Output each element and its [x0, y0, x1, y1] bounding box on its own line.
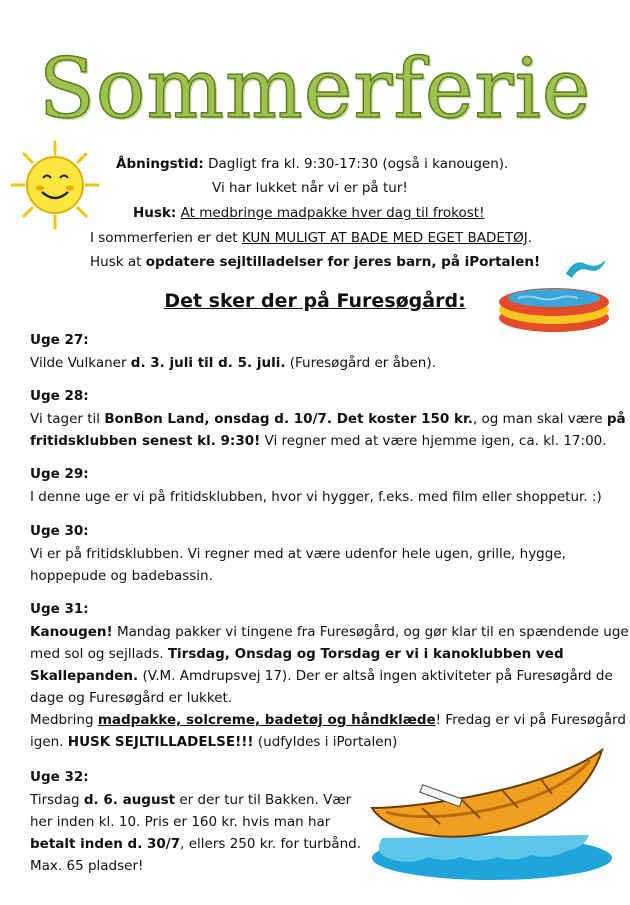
opening-hours: Åbningstid: Dagligt fra kl. 9:30-17:30 (også i kanougen). [116, 156, 509, 172]
remember-lunch: Husk: At medbringe madpakke hver dag til frokost! [133, 205, 485, 221]
week-27-text: Vilde Vulkaner d. 3. juli til d. 5. juli. (Furesøgård er åben). [30, 355, 436, 371]
section-heading: Det sker der på Furesøgård: [164, 290, 466, 312]
week-27-label: Uge 27: [30, 332, 89, 348]
closed-notice: Vi har lukket når vi er på tur! [212, 180, 408, 196]
week-29-label: Uge 29: [30, 466, 89, 482]
week-28-label: Uge 28: [30, 388, 89, 404]
sailing-permission-notice: Husk at opdatere sejltilladelser for jeres barn, på iPortalen! [90, 254, 541, 270]
week-31-label: Uge 31: [30, 601, 89, 617]
week-32-label: Uge 32: [30, 769, 89, 785]
week-30-text: Vi er på fritidsklubben. Vi regner med at være udenfor hele ugen, grille, hygge, hoppepude og badebassin. [30, 546, 566, 584]
sun-icon [10, 140, 100, 230]
swimwear-notice: I sommerferien er det KUN MULIGT AT BADE MED EGET BADETØJ. [90, 230, 533, 246]
page-title: Sommerferie [38, 42, 592, 137]
week-32-text: Tirsdag d. 6. august er der tur til Bakken. Vær her inden kl. 10. Pris er 160 kr. hvis man har betalt inden d. 30/7, ellers 250 kr. for turbånd. Max. 65 pladser! [30, 792, 361, 874]
canoe-icon [362, 748, 624, 888]
week-28-text: Vi tager til BonBon Land, onsdag d. 10/7. Det koster 150 kr., og man skal være på fritidsklubben senest kl. 9:30! Vi regner med at være hjemme igen, ca. kl. 17:00. [30, 411, 626, 449]
week-29-text: I denne uge er vi på fritidsklubben, hvor vi hygger, f.eks. med film eller shoppetur. :) [30, 489, 602, 505]
week-31-text: Kanougen! Mandag pakker vi tingene fra Furesøgård, og gør klar til en spændende uge med sol og sejllads. Tirsdag, Onsdag og Torsdag er vi i kanoklubben ved Skallepanden. (V.M. Amdrupsvej 17). Der er altså ingen aktiviteter på Furesøgård de dage og Furesøgård er lukket. Medbring madpakke, solcreme, badetøj og håndklæde! Fredag er vi på Furesøgård igen. HUSK SEJLTILLADELSE!!! (udfyldes i iPortalen) [30, 624, 629, 750]
week-30-label: Uge 30: [30, 523, 89, 539]
